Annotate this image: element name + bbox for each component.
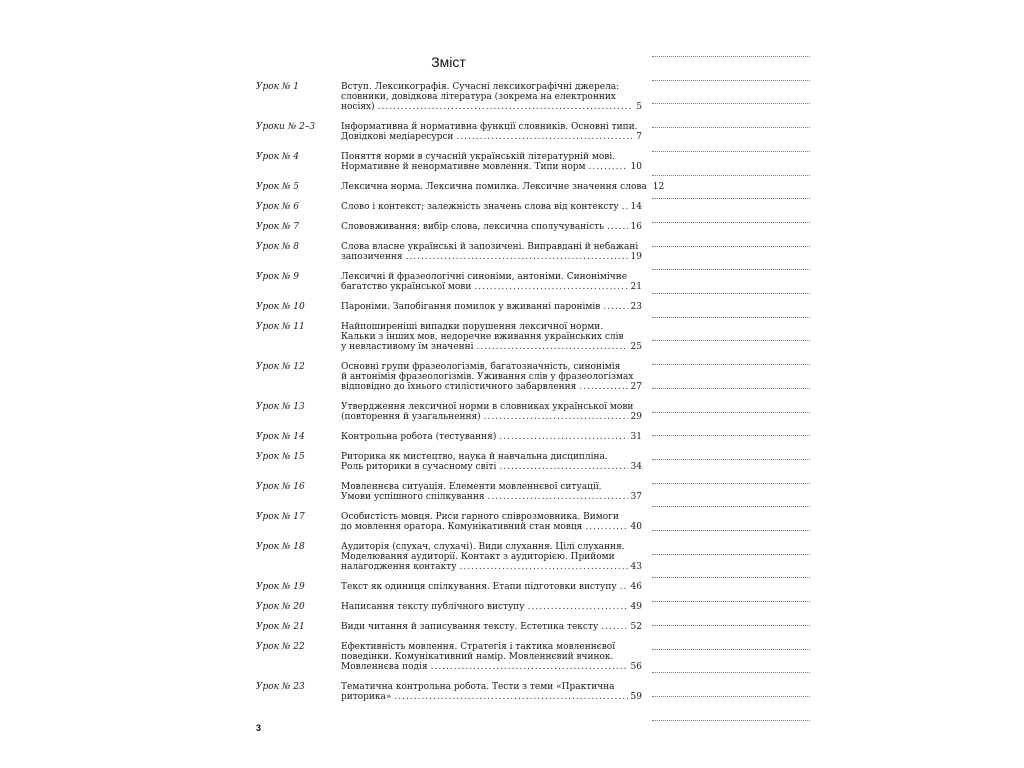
toc-leader-row [341, 662, 642, 672]
toc-leader-row [341, 202, 642, 212]
toc-text-line: Лексична норма. Лексична помилка. Лексичне значення слова [341, 182, 647, 192]
toc-text-line: поведінки. Комунікативний намір. Мовленнєвий вчинок. [341, 652, 614, 662]
dot-leader [476, 342, 627, 352]
dot-leader [499, 432, 627, 442]
dot-leader [579, 382, 627, 392]
toc-text-line: Види читання й записування тексту. Естетика тексту [341, 622, 599, 632]
toc-text-line: Моделювання аудиторії. Контакт з аудиторією. Прийоми [341, 552, 615, 562]
toc-page-number: 10 [630, 162, 642, 172]
toc-page-number: 40 [630, 522, 642, 532]
toc-leader-row [341, 252, 642, 262]
toc-description [341, 222, 642, 232]
toc-lesson-label: Урок № 20 [256, 602, 305, 612]
toc-text-line: Слово і контекст; залежність значень слова від контексту [341, 202, 619, 212]
toc-page-number: 34 [630, 462, 642, 472]
toc-text-line: Утвердження лексичної норми в словниках української мови [341, 402, 634, 412]
dot-leader [589, 162, 628, 172]
note-line [652, 175, 810, 176]
toc-description [341, 432, 642, 442]
toc-leader-row [341, 622, 642, 632]
toc-text-line: Ефективність мовлення. Стратегія і тактика мовленнєвої [341, 642, 616, 652]
toc-text-line: запозичення [341, 252, 403, 262]
note-line [652, 151, 810, 152]
page-title: Зміст [431, 54, 466, 70]
toc-page-number: 5 [636, 102, 642, 112]
toc-leader-row [341, 522, 642, 532]
toc-text-line: Текст як одиниця спілкування. Етапи підготовки виступу [341, 582, 617, 592]
toc-page-number: 27 [630, 382, 642, 392]
toc-lesson-label: Урок № 11 [256, 322, 305, 332]
note-line [652, 554, 810, 555]
toc-leader-row [341, 222, 642, 232]
note-line [652, 103, 810, 104]
toc-leader-row [341, 382, 642, 392]
toc-leader-row [341, 342, 642, 352]
note-line [652, 696, 810, 697]
toc-description [341, 152, 642, 172]
toc-text-line: (повторення й узагальнення) [341, 412, 481, 422]
toc-text-line: у невластивому їм значенні [341, 342, 474, 352]
toc-leader-row [341, 602, 642, 612]
dot-leader [601, 622, 627, 632]
note-line [652, 435, 810, 436]
toc-leader-row [341, 282, 642, 292]
toc-text-line: Інформативна й нормативна функції словників. Основні типи. [341, 122, 638, 132]
toc-page-number: 56 [630, 662, 642, 672]
toc-leader-row [341, 182, 665, 192]
toc-lesson-label: Урок № 19 [256, 582, 305, 592]
dot-leader [622, 202, 628, 212]
toc-leader-row [341, 162, 642, 172]
toc-leader-row [341, 692, 642, 702]
toc-page-number: 23 [630, 302, 642, 312]
note-line [652, 317, 810, 318]
toc-leader-row [341, 462, 642, 472]
dot-leader [484, 412, 628, 422]
toc-description [341, 322, 642, 352]
toc-text-line: Мовленнєва ситуація. Елементи мовленнєвої ситуації. [341, 482, 602, 492]
dot-leader [585, 522, 627, 532]
toc-text-line: Довідкові медіаресурси [341, 132, 454, 142]
toc-lesson-label: Урок № 6 [256, 202, 300, 212]
note-line [652, 56, 810, 57]
toc-lesson-label: Урок № 16 [256, 482, 305, 492]
toc-page-number: 21 [630, 282, 642, 292]
toc-lesson-label: Урок № 7 [256, 222, 300, 232]
note-line [652, 459, 810, 460]
toc-description [341, 242, 642, 262]
toc-description [341, 682, 642, 702]
toc-text-line: Поняття норми в сучасній українській літературній мові. [341, 152, 616, 162]
toc-page-number: 7 [636, 132, 642, 142]
toc-page-number: 12 [652, 182, 665, 192]
toc-text-line: Умови успішного спілкування [341, 492, 485, 502]
toc-leader-row [341, 492, 642, 502]
toc-text-line: багатство української мови [341, 282, 472, 292]
note-line [652, 127, 810, 128]
toc-text-line: Особистість мовця. Риси гарного співрозмовника. Вимоги [341, 512, 619, 522]
toc-lesson-label: Урок № 8 [256, 242, 300, 252]
toc-lesson-label: Урок № 21 [256, 622, 305, 632]
toc-text-line: відповідно до їхнього стилістичного забарвлення [341, 382, 577, 392]
note-line [652, 269, 810, 270]
toc-page-number: 19 [630, 252, 642, 262]
toc-page-number: 43 [630, 562, 642, 572]
toc-description [341, 82, 642, 112]
toc-description [341, 182, 665, 192]
toc-description [341, 482, 642, 502]
note-line [652, 483, 810, 484]
dot-leader [620, 582, 628, 592]
toc-page-number: 59 [630, 692, 642, 702]
toc-text-line: Риторика як мистецтво, наука й навчальна дисципліна. [341, 452, 608, 462]
toc-text-line: Мовленнєва подія [341, 662, 428, 672]
dot-leader [499, 462, 627, 472]
dot-leader [394, 692, 627, 702]
dot-leader [603, 302, 627, 312]
note-line [652, 720, 810, 721]
toc-leader-row [341, 582, 642, 592]
toc-text-line: Роль риторики в сучасному світі [341, 462, 497, 472]
toc-description [341, 542, 642, 572]
dot-leader [474, 282, 627, 292]
toc-lesson-label: Урок № 12 [256, 362, 305, 372]
toc-description [341, 642, 642, 672]
toc-lesson-label: Урок № 23 [256, 682, 305, 692]
toc-page-number: 14 [630, 202, 642, 212]
toc-description [341, 622, 642, 632]
note-line [652, 577, 810, 578]
toc-page-number: 16 [630, 222, 642, 232]
toc-lesson-label: Урок № 5 [256, 182, 300, 192]
note-line [652, 340, 810, 341]
toc-text-line: словники, довідкова література (зокрема на електронних [341, 92, 616, 102]
note-line [652, 649, 810, 650]
toc-lesson-label: Урок № 22 [256, 642, 305, 652]
toc-text-line: Слововживання: вибір слова, лексична сполучуваність [341, 222, 604, 232]
toc-text-line: налагодження контакту [341, 562, 457, 572]
note-line [652, 625, 810, 626]
note-line [652, 293, 810, 294]
toc-text-line: Контрольна робота (тестування) [341, 432, 497, 442]
note-line [652, 506, 810, 507]
toc-text-line: Пароніми. Запобігання помилок у вживанні паронімів [341, 302, 601, 312]
toc-page-number: 37 [630, 492, 642, 502]
toc-description [341, 122, 642, 142]
toc-leader-row [341, 132, 642, 142]
toc-text-line: Нормативне й ненормативне мовлення. Типи норм [341, 162, 586, 172]
dot-leader [460, 562, 628, 572]
toc-description [341, 362, 642, 392]
dot-leader [528, 602, 628, 612]
toc-lesson-label: Урок № 15 [256, 452, 305, 462]
toc-page-number: 29 [630, 412, 642, 422]
note-line [652, 412, 810, 413]
note-line [652, 672, 810, 673]
toc-leader-row [341, 302, 642, 312]
toc-lesson-label: Урок № 17 [256, 512, 305, 522]
toc-lesson-label: Урок № 9 [256, 272, 300, 282]
toc-text-line: Слова власне українські й запозичені. Виправдані й небажані [341, 242, 639, 252]
toc-text-line: риторика» [341, 692, 392, 702]
note-line [652, 80, 810, 81]
toc-lesson-label: Урок № 10 [256, 302, 305, 312]
toc-leader-row [341, 102, 642, 112]
note-line [652, 530, 810, 531]
dot-leader [607, 222, 628, 232]
toc-page-number: 49 [630, 602, 642, 612]
toc-lesson-label: Уроки № 2–3 [256, 122, 316, 132]
toc-page-number: 25 [630, 342, 642, 352]
note-line [652, 198, 810, 199]
toc-leader-row [341, 562, 642, 572]
dot-leader [456, 132, 633, 142]
note-line [652, 364, 810, 365]
toc-description [341, 402, 642, 422]
toc-text-line: Кальки з інших мов, недоречне вживання українських слів [341, 332, 624, 342]
dot-leader [488, 492, 628, 502]
page-number: 3 [256, 723, 262, 733]
dot-leader [431, 662, 628, 672]
toc-text-line: й антонімія фразеологізмів. Уживання слів у фразеологізмах [341, 372, 634, 382]
toc-leader-row [341, 432, 642, 442]
toc-leader-row [341, 412, 642, 422]
toc-page-number: 52 [630, 622, 642, 632]
toc-lesson-label: Урок № 18 [256, 542, 305, 552]
toc-page-number: 46 [630, 582, 642, 592]
toc-text-line: Вступ. Лексикографія. Сучасні лексикографічні джерела: [341, 82, 620, 92]
toc-description [341, 202, 642, 212]
toc-text-line: Найпоширеніші випадки порушення лексичної норми. [341, 322, 604, 332]
toc-description [341, 582, 642, 592]
note-line [652, 222, 810, 223]
toc-lesson-label: Урок № 4 [256, 152, 300, 162]
toc-description [341, 452, 642, 472]
toc-text-line: носіях) [341, 102, 375, 112]
toc-text-line: до мовлення оратора. Комунікативний стан мовця [341, 522, 583, 532]
toc-lesson-label: Урок № 13 [256, 402, 305, 412]
notes-column [652, 0, 810, 768]
note-line [652, 246, 810, 247]
note-line [652, 388, 810, 389]
toc-description [341, 602, 642, 612]
toc-text-line: Лексичні й фразеологічні синоніми, антоніми. Синонімічне [341, 272, 628, 282]
toc-text-line: Аудиторія (слухач, слухачі). Види слухання. Цілі слухання. [341, 542, 625, 552]
note-line [652, 601, 810, 602]
toc-page-number: 31 [630, 432, 642, 442]
toc-lesson-label: Урок № 14 [256, 432, 305, 442]
dot-leader [378, 102, 634, 112]
toc-description [341, 272, 642, 292]
toc-text-line: Написання тексту публічного виступу [341, 602, 525, 612]
toc-description [341, 302, 642, 312]
dot-leader [406, 252, 628, 262]
toc-description [341, 512, 642, 532]
toc-text-line: Тематична контрольна робота. Тести з теми «Практична [341, 682, 615, 692]
toc-lesson-label: Урок № 1 [256, 82, 300, 92]
toc-text-line: Основні групи фразеологізмів, багатозначність, синонімія [341, 362, 621, 372]
